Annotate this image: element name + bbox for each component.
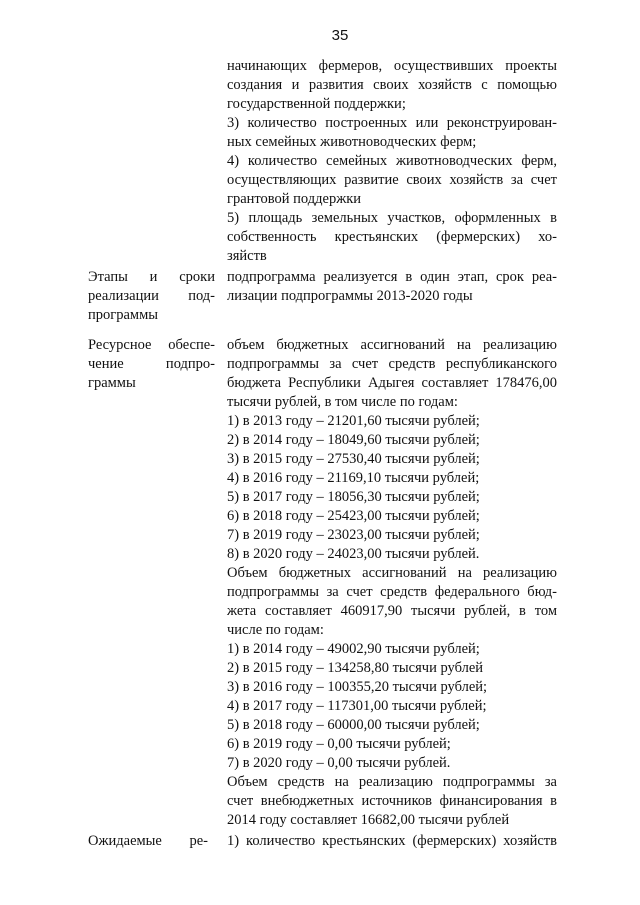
label-line: Этапы и сроки: [88, 269, 215, 285]
text-line: государственной поддержки;: [227, 96, 406, 112]
label-line: чение подпро-: [88, 356, 215, 372]
text-line: 2) в 2014 году – 18049,60 тысячи рублей;: [227, 432, 480, 448]
text-line: жета составляет 460917,90 тысячи рублей, в том: [227, 603, 557, 619]
label-line: граммы: [88, 375, 136, 391]
text-line: 1) в 2014 году – 49002,90 тысячи рублей;: [227, 641, 480, 657]
text-line: 4) в 2016 году – 21169,10 тысячи рублей;: [227, 470, 480, 486]
text-line: создания и развития своих хозяйств с помощью: [227, 77, 557, 93]
text-line: лизации подпрограммы 2013-2020 годы: [227, 288, 473, 304]
text-line: 5) в 2018 году – 60000,00 тысячи рублей;: [227, 717, 480, 733]
text-line: подпрограммы за счет средств федерального бюд-: [227, 584, 557, 600]
text-line: числе по годам:: [227, 622, 324, 638]
text-line: бюджета Республики Адыгея составляет 178476,00: [227, 375, 557, 391]
text-line: 4) в 2017 году – 117301,00 тысячи рублей;: [227, 698, 487, 714]
text-line: грантовой поддержки: [227, 191, 362, 207]
text-line: объем бюджетных ассигнований на реализацию: [227, 337, 557, 353]
text-line: 8) в 2020 году – 24023,00 тысячи рублей.: [227, 546, 480, 562]
text-line: осуществляющих развитие своих хозяйств за счет: [227, 172, 557, 188]
text-line: 3) количество построенных или реконструирован-: [227, 115, 557, 131]
text-line: 1) в 2013 году – 21201,60 тысячи рублей;: [227, 413, 480, 429]
text-line: подпрограммы за счет средств республиканского: [227, 356, 557, 372]
text-line: зяйств: [227, 248, 267, 264]
text-line: 6) в 2019 году – 0,00 тысячи рублей;: [227, 736, 451, 752]
text-line: тысячи рублей, в том числе по годам:: [227, 394, 458, 410]
label-line: программы: [88, 307, 158, 323]
text-line: 5) в 2017 году – 18056,30 тысячи рублей;: [227, 489, 480, 505]
text-line: 7) в 2020 году – 0,00 тысячи рублей.: [227, 755, 451, 771]
text-line: собственность крестьянских (фермерских) хо-: [227, 229, 557, 245]
text-line: ных семейных животноводческих ферм;: [227, 134, 477, 150]
text-line: 4) количество семейных животноводческих ферм,: [227, 153, 557, 169]
page-number: 35: [331, 27, 349, 44]
text-line: Объем средств на реализацию подпрограммы за: [227, 774, 557, 790]
label-line: Ожидаемые ре-: [88, 833, 208, 849]
label-line: Ресурсное обеспе-: [88, 337, 215, 353]
text-line: счет внебюджетных источников финансирования в: [227, 793, 557, 809]
text-line: 1) количество крестьянских (фермерских) хозяйств: [227, 833, 557, 849]
text-line: 5) площадь земельных участков, оформленных в: [227, 210, 557, 226]
text-line: 3) в 2015 году – 27530,40 тысячи рублей;: [227, 451, 480, 467]
text-line: Объем бюджетных ассигнований на реализацию: [227, 565, 557, 581]
text-line: подпрограмма реализуется в один этап, срок реа-: [227, 269, 557, 285]
text-line: 3) в 2016 году – 100355,20 тысячи рублей;: [227, 679, 488, 695]
text-line: 7) в 2019 году – 23023,00 тысячи рублей;: [227, 527, 480, 543]
text-line: 2014 году составляет 16682,00 тысячи рублей: [227, 812, 510, 828]
text-line: начинающих фермеров, осуществивших проекты: [227, 58, 557, 74]
text-line: 2) в 2015 году – 134258,80 тысячи рублей: [227, 660, 484, 676]
label-line: реализации под-: [88, 288, 215, 304]
text-line: 6) в 2018 году – 25423,00 тысячи рублей;: [227, 508, 480, 524]
